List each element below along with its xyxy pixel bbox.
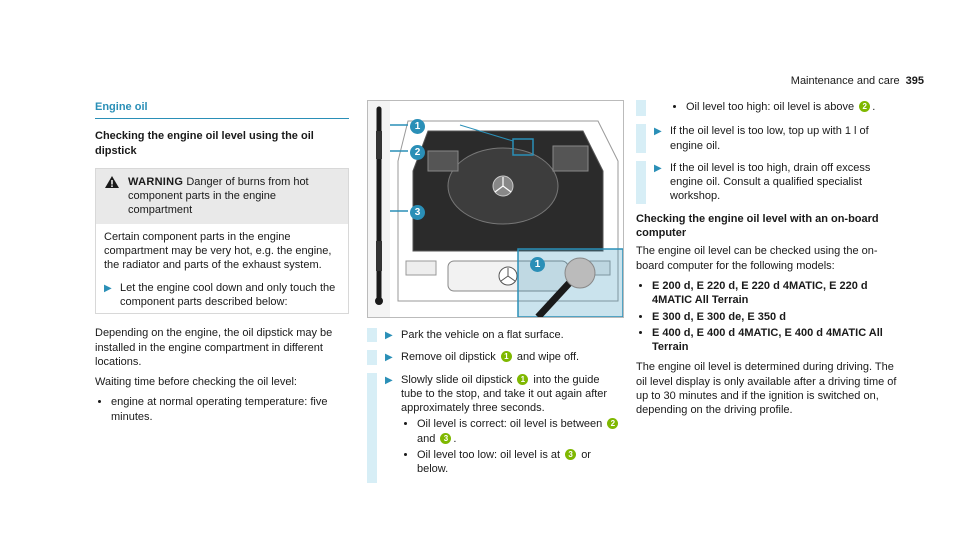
- step-arrow-icon: ▶: [104, 282, 112, 294]
- step-bar: [367, 328, 377, 342]
- callout-2: 2: [410, 145, 425, 160]
- callout-zoom-1: 1: [530, 257, 545, 272]
- step-top-up: [636, 124, 898, 153]
- page-header: [791, 74, 924, 88]
- step-bar: [636, 124, 646, 153]
- warning-text: Danger of burns from hot component parts in the engine compartment: [128, 175, 309, 217]
- step-drain: [636, 161, 898, 204]
- callout-ref: 2: [607, 418, 618, 429]
- callout-ref: 3: [440, 433, 451, 444]
- list-item: • E 300 d, E 300 de, E 350 d: [652, 310, 898, 324]
- step-drain-text: If the oil level is too high, drain off excess engine oil. Consult a qualified specialist workshop.: [670, 161, 871, 203]
- column-middle: [367, 100, 622, 491]
- callout-ref: 3: [565, 449, 576, 460]
- callout-3: 3: [410, 205, 425, 220]
- callout-ref: 1: [517, 374, 528, 385]
- step-continued: [636, 100, 898, 116]
- step-arrow-spacer: [654, 100, 670, 116]
- models-list: [636, 279, 898, 354]
- callout-ref: 1: [501, 351, 512, 362]
- warning-body: [96, 224, 348, 313]
- column-right: [636, 100, 898, 424]
- paragraph-models: The engine oil level can be checked using the on-board computer for the following models:: [636, 245, 878, 272]
- list-item: [417, 448, 622, 477]
- step-insert-a: Slowly slide oil dipstick: [401, 373, 513, 386]
- step-arrow-icon: ▶: [654, 162, 662, 174]
- page-number: 395: [905, 75, 924, 87]
- oil-level-list-cont: [670, 100, 898, 116]
- step-insert-text: [401, 373, 622, 483]
- warning-header: [96, 169, 348, 224]
- correct-b: and: [417, 432, 436, 445]
- warning-box: [95, 168, 349, 314]
- waiting-list: [95, 395, 349, 424]
- step-bar: [367, 373, 377, 483]
- subheading-dipstick: Checking the engine oil level using the oil dipstick: [95, 130, 314, 157]
- warning-step-text: Let the engine cool down and only touch the component parts described below:: [120, 281, 336, 308]
- paragraph-waiting: Waiting time before checking the oil level:: [95, 376, 297, 389]
- engine-bay-illustration: [368, 101, 623, 317]
- step-park: [367, 328, 622, 342]
- step-remove-b: and wipe off.: [516, 351, 580, 364]
- paragraph-driving: The engine oil level is determined during driving. The oil level display is only available after a driving time of up to 30 minutes and if the ignition is switched on, depending on the driving profile.: [636, 361, 897, 417]
- step-insert-b: into the guide tube to the stop, and take it out again after approximately three seconds.: [401, 373, 608, 415]
- high-a: Oil level too high: oil level is above: [686, 101, 855, 113]
- warning-body-text: Certain component parts in the engine compartment may be very hot, e.g. the engine, the radiator and parts of the exhaust system.: [104, 230, 332, 272]
- warning-step: [104, 281, 340, 310]
- engine-bay-figure: [367, 100, 624, 318]
- step-insert: [367, 373, 622, 483]
- warning-triangle-icon: [104, 175, 128, 218]
- warning-label: WARNING: [128, 175, 184, 188]
- step-park-text: Park the vehicle on a flat surface.: [401, 329, 564, 341]
- low-a: Oil level too low: oil level is at: [417, 449, 561, 462]
- subheading-on-board: Checking the engine oil level with an on-board computer: [636, 212, 879, 240]
- step-arrow-icon: ▶: [385, 330, 393, 341]
- step-remove-text: [401, 350, 622, 364]
- step-bar: [367, 350, 377, 364]
- list-item: • engine at normal operating temperature: five minutes.: [111, 395, 349, 424]
- warning-text-wrap: [128, 175, 340, 218]
- section-name: Maintenance and care: [790, 75, 900, 87]
- list-item: • Oil level too high: oil level is above 2 .: [686, 100, 898, 114]
- step-bar: [636, 100, 646, 116]
- list-item: • Oil level is correct: oil level is between 2 and 3 .: [417, 417, 622, 446]
- column-left: [95, 100, 349, 430]
- step-bar: [636, 161, 646, 204]
- list-item: • E 400 d, E 400 d 4MATIC, E 400 d 4MATIC All Terrain: [652, 326, 898, 355]
- step-arrow-icon: ▶: [654, 126, 662, 138]
- step-arrow-icon: ▶: [385, 352, 393, 364]
- step-remove-a: Remove oil dipstick: [401, 351, 496, 364]
- step-top-up-text: If the oil level is too low, top up with 1 l of engine oil.: [670, 125, 869, 152]
- step-arrow-icon: ▶: [385, 374, 393, 386]
- low-b: or below.: [417, 449, 591, 476]
- correct-a: Oil level is correct: oil level is between: [417, 418, 603, 431]
- oil-level-list: [401, 417, 622, 476]
- section-title: Engine oil: [95, 100, 349, 119]
- list-item: • E 200 d, E 220 d, E 220 d 4MATIC, E 220 d 4MATIC All Terrain: [652, 279, 898, 308]
- callout-ref: 2: [859, 101, 870, 112]
- callout-1: 1: [410, 119, 425, 134]
- step-remove: [367, 350, 622, 364]
- paragraph-location: Depending on the engine, the oil dipstick may be installed in the engine compartment in different locations.: [95, 327, 333, 368]
